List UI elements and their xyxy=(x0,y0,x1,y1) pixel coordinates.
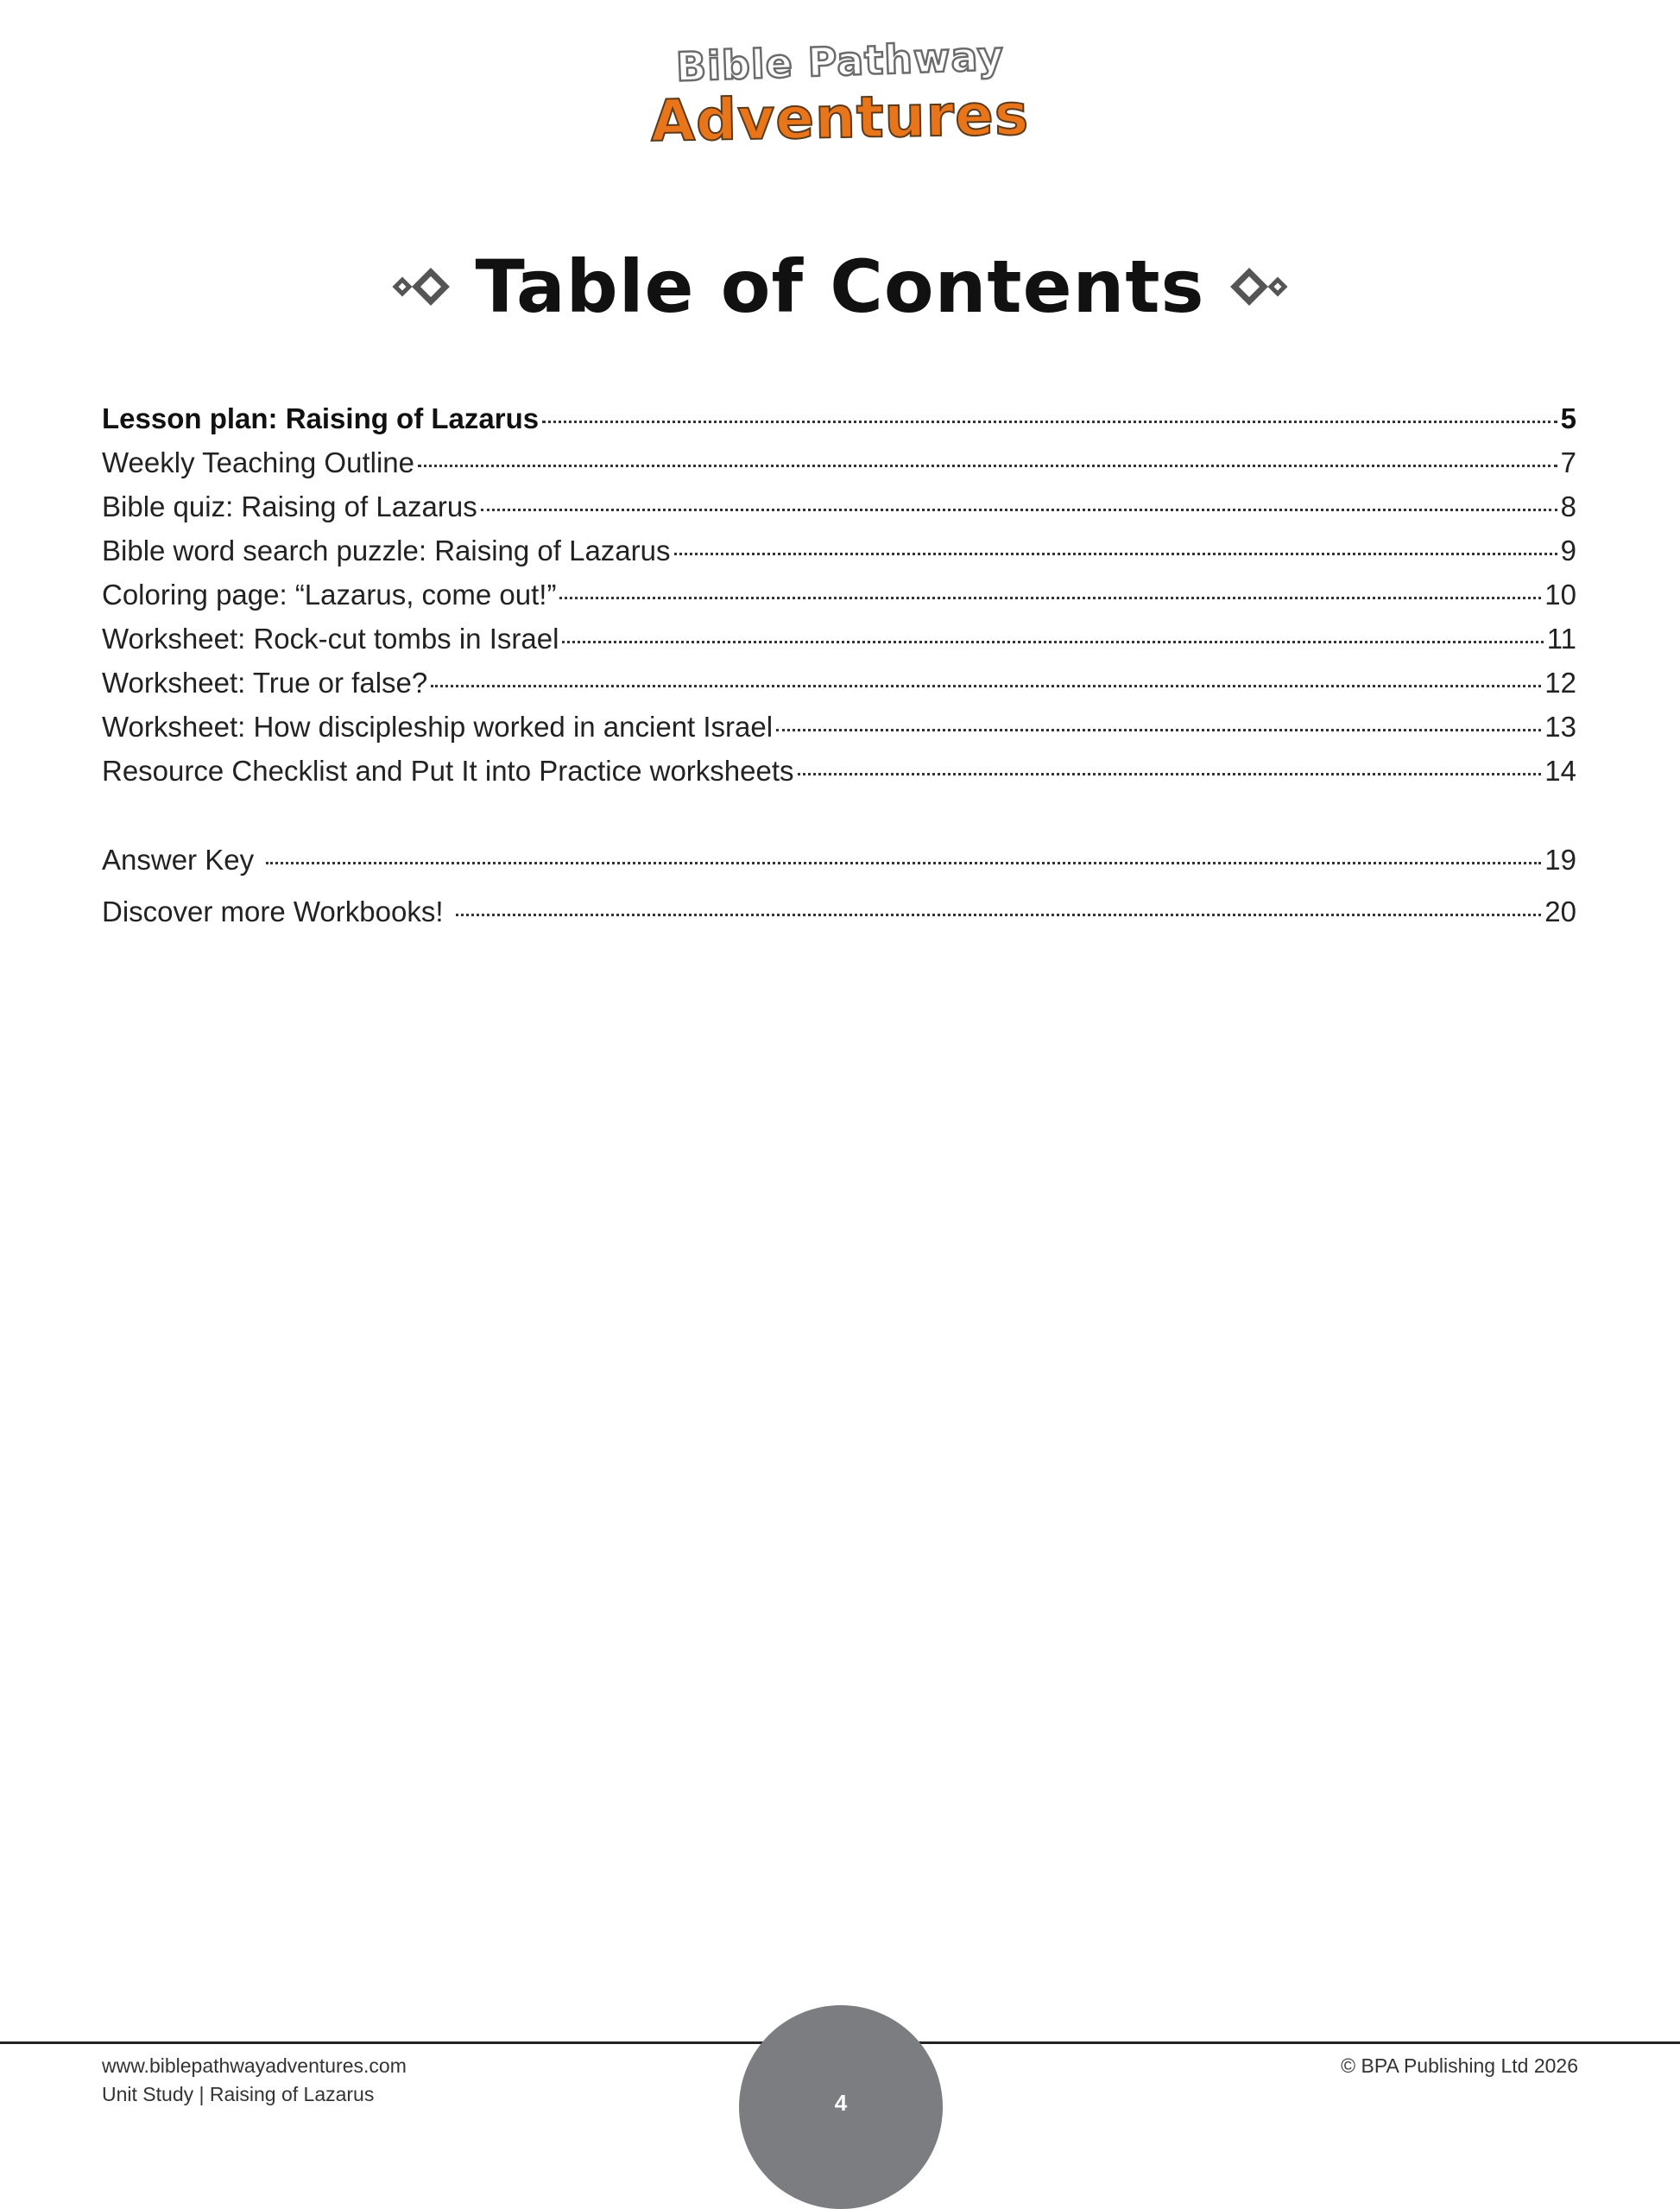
toc-entry-label: Discover more Workbooks! xyxy=(102,896,444,927)
toc-entry-label: Coloring page: “Lazarus, come out!” xyxy=(102,579,557,611)
table-of-contents xyxy=(102,402,1576,947)
toc-entry-coloring-page[interactable] xyxy=(102,579,1576,623)
logo-line-1: Bible Pathway xyxy=(675,32,1005,91)
footer-left xyxy=(102,2052,407,2109)
dot-leader xyxy=(481,509,1557,511)
toc-entry-page: 14 xyxy=(1544,755,1576,787)
toc-spacer xyxy=(102,799,1576,844)
toc-entry-page: 9 xyxy=(1560,535,1576,566)
toc-entry-label: Bible quiz: Raising of Lazarus xyxy=(102,491,477,522)
dot-leader xyxy=(418,465,1557,467)
dot-leader xyxy=(562,641,1543,643)
toc-entry-page: 5 xyxy=(1560,402,1576,434)
page-title: Table of Contents xyxy=(475,244,1205,329)
toc-entry-label: Resource Checklist and Put It into Practice worksheets xyxy=(102,755,794,787)
toc-entry-page: 13 xyxy=(1544,711,1576,743)
toc-entry-label: Weekly Teaching Outline xyxy=(102,446,414,478)
dot-leader xyxy=(559,597,1541,599)
toc-entry-weekly-outline[interactable] xyxy=(102,446,1576,491)
toc-entry-label: Bible word search puzzle: Raising of Lazarus xyxy=(102,535,671,566)
toc-entry-discipleship[interactable] xyxy=(102,711,1576,755)
title-row xyxy=(0,235,1680,339)
toc-entry-discover-workbooks[interactable] xyxy=(102,896,1576,947)
toc-entry-page: 20 xyxy=(1544,896,1576,927)
right-diamond-ornament-icon xyxy=(1226,265,1295,308)
logo-line-2: Adventures xyxy=(650,81,1030,155)
dot-leader xyxy=(542,421,1557,423)
toc-entry-label: Lesson plan: Raising of Lazarus xyxy=(102,402,540,434)
dot-leader xyxy=(776,729,1541,731)
toc-entry-page: 19 xyxy=(1544,844,1576,876)
dot-leader xyxy=(431,685,1541,687)
dot-leader xyxy=(266,862,1541,864)
toc-entry-word-search[interactable] xyxy=(102,535,1576,579)
toc-entry-page: 12 xyxy=(1544,667,1576,699)
toc-entry-label: Worksheet: Rock-cut tombs in Israel xyxy=(102,623,559,655)
toc-entry-page: 8 xyxy=(1560,491,1576,522)
brand-logo xyxy=(0,32,1680,159)
toc-entry-rock-cut-tombs[interactable] xyxy=(102,623,1576,667)
toc-entry-page: 10 xyxy=(1544,579,1576,611)
dot-leader xyxy=(456,914,1542,916)
toc-entry-true-or-false[interactable] xyxy=(102,667,1576,711)
footer-website-link[interactable]: www.biblepathwayadventures.com xyxy=(102,2054,407,2077)
toc-entry-label: Answer Key xyxy=(102,844,255,876)
toc-entry-page: 7 xyxy=(1560,446,1576,478)
page-number: 4 xyxy=(834,2090,848,2116)
toc-entry-label: Worksheet: True or false? xyxy=(102,667,428,699)
toc-entry-page: 11 xyxy=(1546,623,1576,655)
footer-unit-title: Unit Study | Raising of Lazarus xyxy=(102,2083,375,2105)
left-diamond-ornament-icon xyxy=(385,265,454,308)
toc-entry-resource-checklist[interactable] xyxy=(102,755,1576,799)
toc-entry-lesson-plan[interactable] xyxy=(102,402,1576,446)
toc-entry-answer-key[interactable] xyxy=(102,844,1576,896)
toc-entry-bible-quiz[interactable] xyxy=(102,491,1576,535)
footer-copyright: © BPA Publishing Ltd 2026 xyxy=(1341,2054,1578,2077)
dot-leader xyxy=(674,553,1557,555)
dot-leader xyxy=(798,773,1542,775)
toc-entry-label: Worksheet: How discipleship worked in ancient Israel xyxy=(102,711,774,743)
